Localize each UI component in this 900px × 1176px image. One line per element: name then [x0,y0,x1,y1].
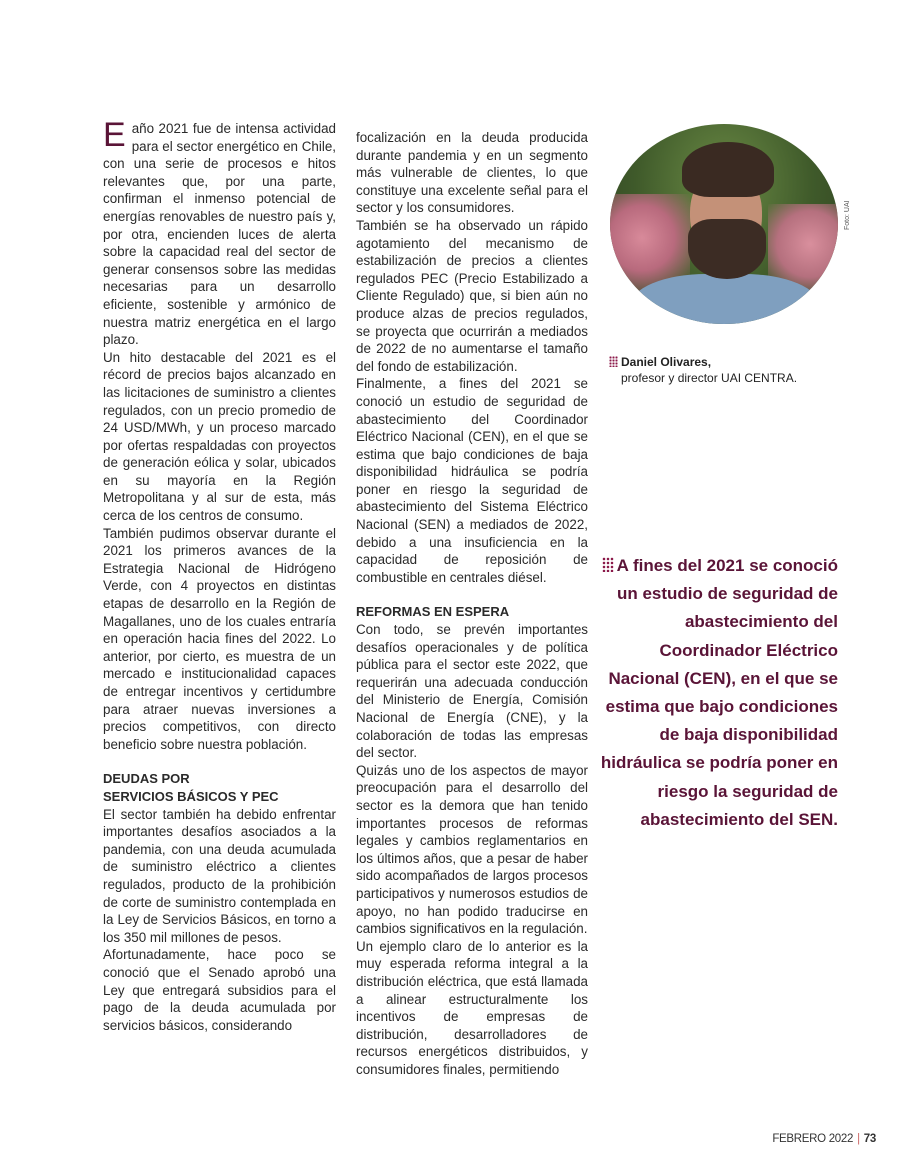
section-heading: DEUDAS POR SERVICIOS BÁSICOS Y PEC [103,771,279,804]
paragraph: Finalmente, a fines del 2021 se conoció un estudio de seguridad de abastecimiento del Coordinador Eléctrico Nacional (CEN), en el que se estima que bajo condiciones de baja disponibilidad hidráulica se podría poner en riesgo la seguridad de abastecimiento del Sistema Eléctrico Nacional (SEN) a mediados de 2022, debido a una insuficiencia en la capacidad de reposición de combustible en centrales diésel. [356,376,588,585]
pull-quote-text: A fines del 2021 se conoció un estudio de seguridad de abastecimiento del Coordinador Eléctrico Nacional (CEN), en el que se estima que bajo condiciones de baja disponibilidad hidráulica se podría poner en riesgo la seguridad de abastecimiento del SEN. [600,556,838,829]
caption-name: Daniel Olivares, [621,355,712,369]
photo-credit: Foto: UAI [844,200,851,230]
dotted-bullet-icon [602,557,614,572]
paragraph: Un ejemplo claro de lo anterior es la muy esperada reforma integral a la distribución eléctrica, que está llamada a alinear estructuralmente los incentivos de empresas de distribución, desarrolladores de recursos energéticos distribuidos, y consumidores finales, permitiendo [356,938,588,1077]
portrait-image [610,124,838,324]
hair [682,142,774,197]
intro-paragraph: Eaño 2021 fue de intensa actividad para el sector energético en Chile, con una serie de procesos e hitos relevantes que, por una parte, confirman el inmenso potencial de energías renovables de nuestro país y, por otra, encienden luces de alerta sobre la capacidad real del sector de generar consensos sobre las medidas necesarias para un desarrollo eficiente, sostenible y armónico de nuestra matriz energética en el largo plazo. [103,116,336,348]
paragraph: También se ha observado un rápido agotamiento del mecanismo de estabilización de precios a clientes regulados PEC (Precio Estabilizado a Cliente Regulado) que, si bien aún no produce alzas de precios regulados, se proyecta que ocurrirán a mediados de 2022 de no aumentarse el tamaño del fondo de estabilización. [356,217,588,374]
paragraph: focalización en la deuda producida durante pandemia y en un segmento más vulnerable de clientes, lo que constituye una excelente señal para el sector y los consumidores. [356,130,588,216]
paragraph: Quizás uno de los aspectos de mayor preocupación para el desarrollo del sector es la demora que han tenido importantes procesos de reformas legales y cambios reglamentarios en los últimos años, que a pesar de haber sido acompañados de largos procesos participativos y numerosos estudios de apoyo, no han podido traducirse en cambios significativos en la regulación. [356,762,588,937]
caption-role: profesor y director UAI CENTRA. [621,371,798,385]
paragraph: Un hito destacable del 2021 es el récord de precios bajos alcanzado en las licitaciones de suministro a clientes regulados, con un precio promedio de 24 USD/MWh, y un proceso marcado por ofertas respaldadas con proyectos de generación eólica y solar, ubicados en su mayoría en la Región Metropolitana y al sur de esta, más cerca de los centros de consumo. [103,349,336,524]
page-number: 73 [863,1133,876,1145]
pull-quote [598,552,838,834]
paragraph: Con todo, se prevén importantes desafíos operacionales y de política pública para el sector este 2022, que requerirán una adecuada conducción del Ministerio de Energía, Comisión Nacional de Energía (CNE), y la colaboración de todas las empresas del sector. [356,622,588,761]
shirt [630,274,820,324]
page-footer [772,1133,876,1145]
paragraph: El sector también ha debido enfrentar importantes desafíos asociados a la pandemia, con una deuda acumulada de suministro eléctrico a clientes regulados, producto de la prohibición de corte de suministro contemplada en la Ley de Servicios Básicos, en torno a los 350 mil millones de pesos. [103,806,336,945]
article-column-1 [103,116,336,1034]
paragraph: Afortunadamente, hace poco se conoció que el Senado aprobó una Ley que entregará subsidios para el pago de la deuda acumulada por servicios básicos, considerando [103,947,336,1033]
paragraph: También pudimos observar durante el 2021 los primeros avances de la Estrategia Nacional de Hidrógeno Verde, con 4 proyectos en distintas etapas de desarrollo en la Región de Magallanes, uno de los cuales entraría en operación hacia fines del 2022. Lo anterior, por cierto, es muestra de un mercado e institucionalidad capaces de entregar incentivos y certidumbre para atraer nuevas inversiones a precios competitivos, con directo beneficio sobre nuestra población. [103,525,336,752]
section-heading: REFORMAS EN ESPERA [356,604,510,620]
footer-separator: | [857,1133,860,1145]
beard [688,219,766,279]
photo-caption [609,354,797,386]
article-column-2 [356,129,588,1078]
issue-date: FEBRERO 2022 [772,1133,854,1145]
author-photo [610,124,840,324]
dotted-bullet-icon [609,356,618,367]
drop-cap: E [103,116,126,154]
